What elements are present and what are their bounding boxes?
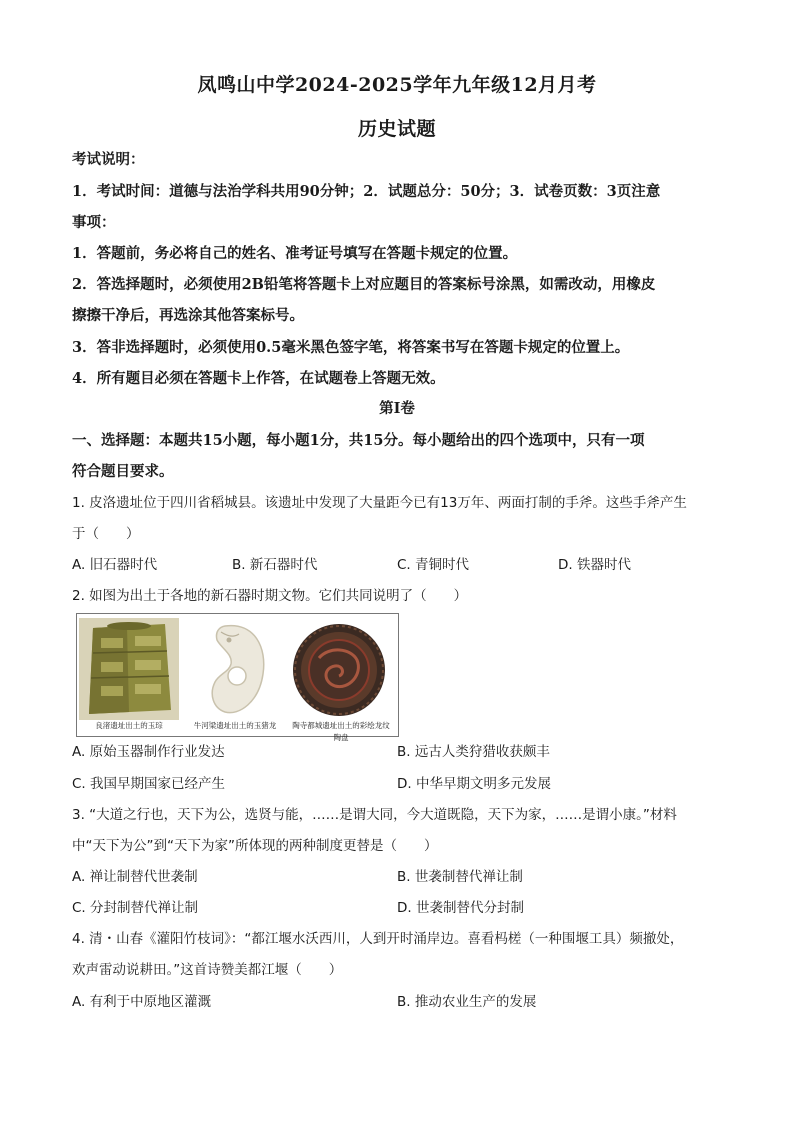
exam-subtitle: 历史试题	[357, 118, 436, 140]
jade-cong-image	[79, 618, 179, 720]
painted-plate-image	[289, 618, 389, 720]
question-4-option-b: B. 推动农业生产的发展	[397, 994, 537, 1010]
instructions-line1b: 事项：	[72, 214, 116, 231]
caption-pig-dragon: 牛河梁遗址出土的玉猪龙	[193, 721, 277, 730]
question-4-stem: 4. 清・山春《灌阳竹枝词》：“都江堰水沃西川，人到开时涌岸边。喜看杩槎（一种围堰工具）频撤处，	[72, 931, 684, 947]
question-2-option-b: B. 远古人类狩猎收获颇丰	[397, 744, 550, 760]
section-heading-line2: 符合题目要求。	[72, 463, 174, 480]
instruction-item-4: 4．所有题目必须在答题卡上作答，在试题卷上答题无效。	[72, 370, 445, 387]
section-heading-line1: 一、选择题：本题共15小题，每小题1分，共15分。每小题给出的四个选项中，只有一项	[72, 432, 645, 449]
artifact-figure	[76, 613, 399, 742]
question-1-stem-cont: 于（ ）	[72, 526, 140, 542]
question-1-option-c: C. 青铜时代	[397, 557, 470, 573]
question-2-option-c: C. 我国早期国家已经产生	[72, 776, 226, 792]
instruction-item-1: 1．答题前，务必将自己的姓名、准考证号填写在答题卡规定的位置。	[72, 245, 518, 262]
instructions-heading: 考试说明：	[72, 151, 145, 168]
question-1-option-d: D. 铁器时代	[558, 557, 631, 573]
question-3-option-a: A. 禅让制替代世袭制	[72, 869, 198, 885]
question-1-option-b: B. 新石器时代	[232, 557, 318, 573]
question-2-option-a: A. 原始玉器制作行业发达	[72, 744, 225, 760]
caption-jade-cong: 良渚遗址出土的玉琮	[95, 721, 163, 730]
instructions-line1: 1．考试时间：道德与法治学科共用90分钟；2．试题总分：50分；3．试卷页数：3页注意	[72, 183, 661, 200]
question-2-option-d: D. 中华早期文明多元发展	[397, 776, 551, 792]
instruction-item-2b: 擦擦干净后，再选涂其他答案标号。	[72, 307, 304, 324]
question-1-option-a: A. 旧石器时代	[72, 557, 158, 573]
question-3-option-c: C. 分封制替代禅让制	[72, 900, 199, 916]
question-4-option-a: A. 有利于中原地区灌溉	[72, 994, 212, 1010]
question-3-stem-cont: 中“天下为公”到“天下为家”所体现的两种制度更替是（ ）	[72, 838, 438, 854]
question-4-stem-cont: 欢声雷动说耕田。”这首诗赞美都江堰（ ）	[72, 962, 343, 978]
instruction-item-3: 3．答非选择题时，必须使用0.5毫米黑色签字笔，将答案书写在答题卡规定的位置上。	[72, 339, 630, 356]
volume-label: 第Ⅰ卷	[379, 400, 415, 417]
jade-pig-dragon-image	[185, 618, 285, 720]
exam-title: 凤鸣山中学2024-2025学年九年级12月月考	[197, 74, 597, 96]
question-3-option-b: B. 世袭制替代禅让制	[397, 869, 523, 885]
instruction-item-2a: 2．答选择题时，必须使用2B铅笔将答题卡上对应题目的答案标号涂黑，如需改动，用橡皮	[72, 276, 656, 293]
caption-painted-plate: 陶寺都城遗址出土的彩绘龙纹陶盘	[292, 721, 390, 742]
question-1-stem: 1. 皮洛遗址位于四川省稻城县。该遗址中发现了大量距今已有13万年、两面打制的手斧。这些手斧产生	[72, 495, 687, 511]
question-2-stem: 2. 如图为出土于各地的新石器时期文物。它们共同说明了（ ）	[72, 588, 468, 604]
question-3-stem: 3. “大道之行也，天下为公，选贤与能，……是谓大同，今大道既隐，天下为家，……是谓小康。”材料	[72, 807, 677, 823]
question-3-option-d: D. 世袭制替代分封制	[397, 900, 524, 916]
